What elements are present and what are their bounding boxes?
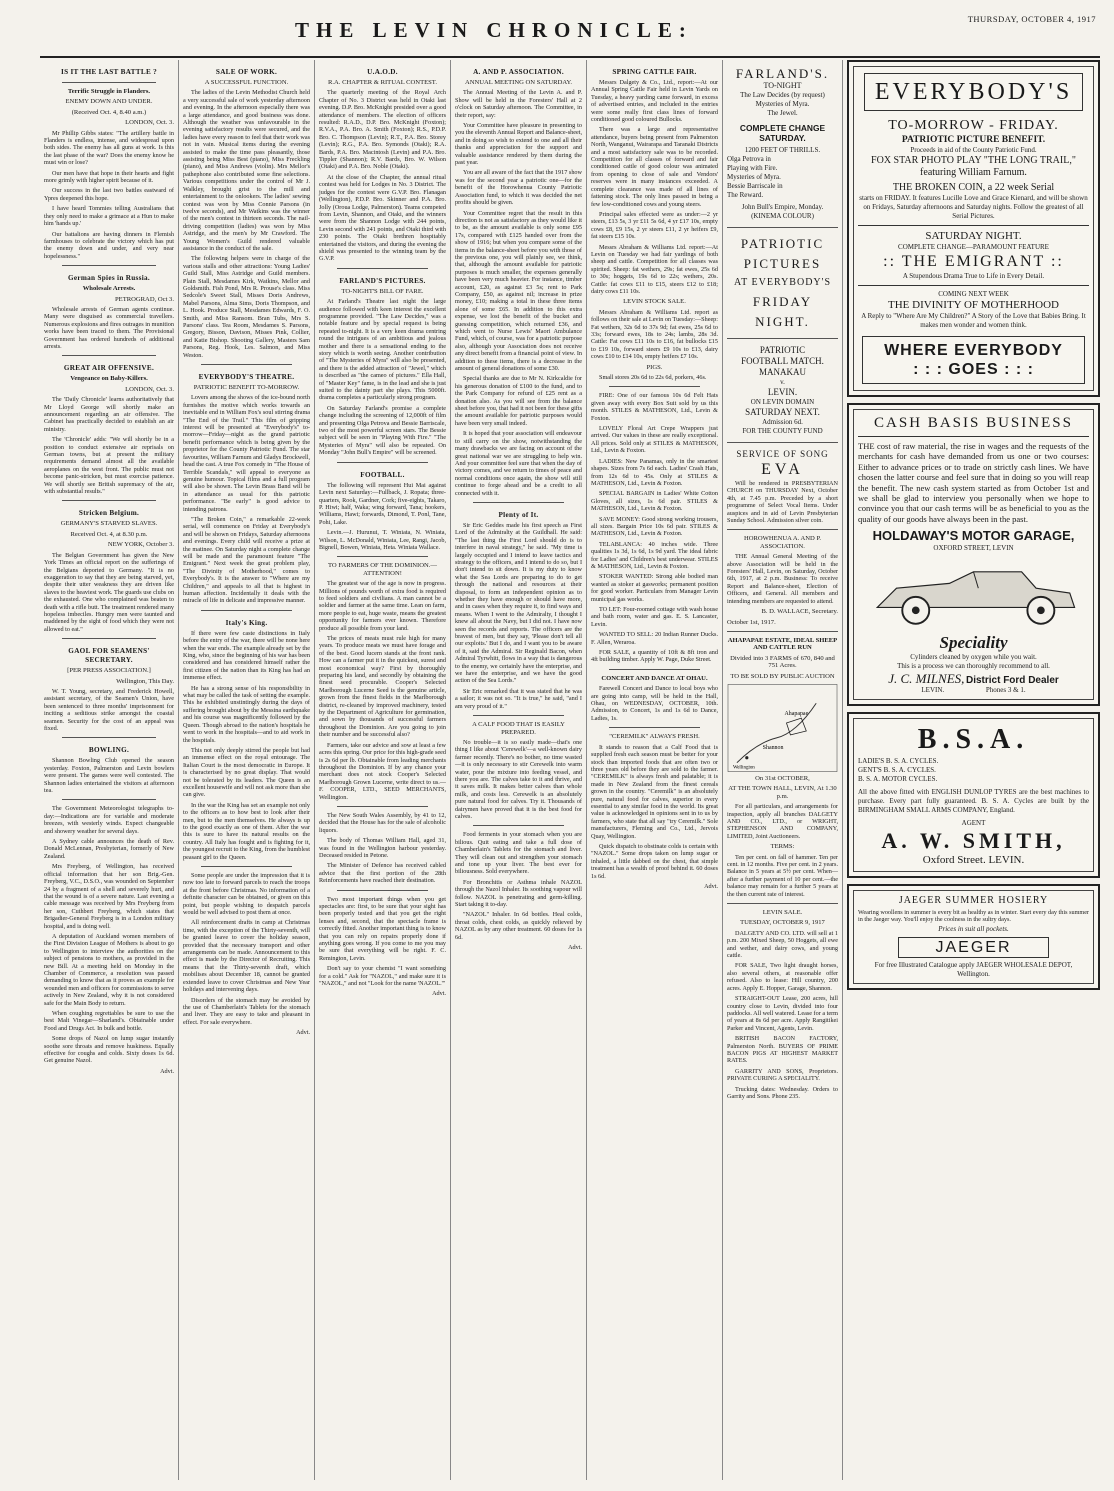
advt-label: Advt. [296, 1029, 310, 1037]
newspaper-title: THE LEVIN CHRONICLE: [295, 18, 693, 42]
article-paragraph: The 'Daily Chronicle' learns authoritatively that Mr Lloyd George will shortly make an announcement regarding an air offensive. The Cabinet has practically decided to establish an air ministry. [44, 396, 174, 433]
ad-line: FRIDAY [752, 294, 813, 309]
subheadline: ENEMY DOWN AND UNDER. [65, 98, 153, 106]
subheadline: TUESDAY, OCTOBER 9, 1917 [740, 919, 825, 927]
complete-change: COMPLETE CHANGE SATURDAY. [739, 123, 826, 143]
headline: U.A.O.D. [367, 68, 398, 76]
estate-map [727, 683, 838, 773]
ad-line: FOOTBALL MATCH. [741, 356, 824, 366]
article-paragraph: Food ferments in your stomach when you are bilious. Quit eating and take a full dose of Chamberlain's Tablets for the stomach and liver. They will clean out and strengthen your stomach and tone up your liver. The best ever for biliousness. Sold everywhere. [455, 831, 582, 876]
everybodys-ad [847, 60, 1100, 397]
subheadline: PATRIOTIC BENEFIT TO-MORROW. [193, 384, 300, 392]
subheadline: On 31st OCTOBER, [755, 774, 810, 782]
program-line: Playing with Fire. [727, 164, 778, 172]
subheadline: LEVIN STOCK SALE. [623, 298, 686, 306]
ad-line: GENT'S B. S. A. CYCLES. [858, 765, 936, 774]
article-paragraph: Quick dispatch to obstinate colds is certain with "NAZOL." Some drops taken on lump sugar or inhaled, a little dabbed on the chest, that simple treatment has a wealth of proof behind it. 60 doses 1s 6d. [591, 842, 718, 880]
ad-line: SATURDAY NIGHT. [925, 230, 1022, 242]
classified-ad: STOKER WANTED: Strong able bodied man wanted as stoker at gasworks; permanent position for good worker. Particulars from Manager Levin municipal gas works. [591, 573, 718, 603]
classified-ad: TELABLANCA: 40 inches wide. Three qualities 1s 3d, 1s 6d, 1s 9d yard. The ideal fabric for Ladies' and Children's best underwear. STILES & MATHESON, Ltd., Levin & Foxton. [591, 540, 718, 570]
ad-line: Cylinders cleaned by oxygen while you wait. [910, 653, 1037, 662]
ad-line: THE BROKEN COIN, a 22 week Serial [892, 182, 1055, 193]
bsa-ad [847, 712, 1100, 878]
classified-ad: WANTED TO SELL: 20 Indian Runner Ducks. F. Allen, Weraroa. [591, 631, 718, 646]
article-paragraph: Mrs Freyberg, of Wellington, has received official information that her son Brig.-Gen. Freyberg, V.C., D.S.O., was wounded on September 24 by a fragment of a shell and severely hurt, and that the wound is of a severe nature. Last evening a cable message was received by Mrs Freyberg from her son, Cuthbert Freyberg, which states that Brigadier-General Freyberg is in a London military hospital, and is doing well. [44, 863, 174, 930]
article-paragraph: Our men have that hope in their hearts and fight more grimly with higher spirit because of it. [44, 169, 174, 185]
farlands-ad [727, 66, 838, 221]
ad-line: This is a process we can thoroughly recommend to all. [897, 662, 1050, 671]
headline: Italy's King. [225, 618, 268, 627]
classified-ad: SAVE MONEY: Good strong working trousers, all sizes. Bargain Price 10s 6d pair. STILES & MATHESON, Ltd., Levin & Foxton. [591, 515, 718, 538]
dateline: NEW YORK, October 3. [107, 541, 174, 549]
subheadline: TO BE SOLD BY PUBLIC AUCTION [730, 672, 835, 680]
ad-line: COMPLETE CHANGE—PARAMOUNT FEATURE [898, 243, 1049, 251]
article-paragraph: The 'Chronicle' adds: "We will shortly be in a position to conduct extensive air reprisals on German towns, but at present the military requirements demand almost all the available aeroplanes on the west front. The public must not become panic-stricken, but must exercise patience. We will shortly see British supremacy of the air, with substantial results." [44, 436, 174, 496]
subheadline: PIGS. [646, 363, 663, 371]
dateline: PETROGRAD, Oct 3. [115, 295, 174, 303]
ad-line: FOR THE COUNTY FUND [742, 427, 823, 435]
subheadline: HOROWHENUA A. AND P. ASSOCIATION. [743, 535, 822, 550]
ad-line: PATRIOTIC [759, 345, 806, 355]
column-4 [450, 60, 586, 1480]
ad-line: SERVICE OF SONG [736, 449, 829, 459]
article-paragraph: At the close of the Chapter, the annual ritual contest was held for Lodges in No. 3 District. The judges for the contest were G.V.P. Bro. Flanagan (Wellington), P.D.P. Bro. Skinner and P.A. Bro. Jolly (Oroua Lodge, Palmerston). Teams competed from Levin, Shannon, and Otaki, and the winners were from the Shannon Lodge with 244 points, Levin second with 241 points, and Otaki third with 230 points. The Otaki brethren hospitably entertained the visitors, and during the evening the shield was presented to the winning team by the G.V.P. [319, 173, 446, 263]
article-paragraph: The Belgian Government has given the New York Times an official report on the sufferings of the Belgians deported to Germany. "It is no exaggeration to say that they are being starved, yet, despite their utter weakness they are driven like slaves to the heaviest work. The guards use clubs on the exhausted. One who complained was beaten to death with a rifle butt. The treatment rendered many hopeless imbeciles. Hungry men were taunted and maddened by the sight of food which they were not allowed to eat." [44, 551, 174, 633]
headline: FARLAND'S PICTURES. [339, 276, 426, 285]
classified-ad: TO LET: Four-roomed cottage with wash house and bath room, water and gas. E. S. Lancaster, Levin. [591, 606, 718, 628]
classified-ad: LOVELY Floral Art Crepe Wrappers just arrived. Our values in these are really exceptional. All prices. Sold only at STILES & MATHESON, Ltd., Levin & Foxton. [591, 425, 718, 455]
ad-line: B. S. A. MOTOR CYCLES. [858, 774, 938, 783]
ad-line: LEVIN. [767, 387, 798, 397]
classified-ad: FOR SALE, a quantity of 10ft & 8ft iron and 4ft building timber. Apply W. Page, Duke Street. [591, 649, 718, 664]
article-paragraph: Small stores 20s 6d to 22s 6d, porkers, 46s. [599, 374, 707, 382]
issue-date: THURSDAY, OCTOBER 4, 1917 [967, 14, 1096, 24]
article-paragraph: This not only deeply stirred the people but had an immense effect on the royal entourage. The Italian Court is the most democratic in Europe. It is characterised by no great display. That would not be tolerated by its leaders. The Queen is an excellent housewife and will not ask more than she can give. [183, 746, 310, 799]
ad-line: For free Illustrated Catalogue apply JAEGER WHOLESALE DEPOT, Wellington. [874, 961, 1073, 979]
article-paragraph: Two most important things when you get spectacles are: first, to be sure that your sight has been properly tested and that you get the right lenses and, second, that the spectacle frame is correctly fitted. Another important thing is to know that you can rely on repairs properly done if anything goes wrong. If you come to me you may be sure that everything will be right. F. C. Remington, Levin. [319, 895, 446, 962]
ad-line: A Stupendous Drama True to Life in Every Detail. [902, 272, 1045, 280]
subheadline: Wholesale Arrests. [82, 285, 136, 293]
article-paragraph: Sir Eric Geddes made his first speech as First Lord of the Admiralty at the Guildhall. He said: "The last thing the First Lord should do is to interfere in naval strategy," he said. "My time is largely occupied and I intend to leave tactics and strategy to the officers, and I intend to do so, but I don't intend to sit down. It is my duty to know what the Sea Lords are preparing to do to get through the national and resources at their disposal, to form an independent opinion as to whether they have enough or should have more, and in cases when they require it, to find ways and means. When I went to the Admiralty, I thought I knew all about the Navy, but I did not. I have now seen the records and reports. The officers are the bravest of men, but they say, 'Please don't tell all our exploits.' But I do, and I want you to be aware of it, said the Admiral. Sir Reginald Bacon, when Admiral Tyrwhitt, flows in a way that is dangerous to the enemy, we certainly have the enterprise, and we have the enterprise, and we have the good action of the Sea Lords." [455, 521, 582, 685]
ad-line: PATRIOTIC PICTURE BENEFIT. [901, 135, 1046, 145]
article-paragraph: "NAZOL" Inhaler. In 6d bottles. Heal colds, throat colds, chest colds, as quickly relieved by NAZOL as by any other treatment. 60 doses for 1s 6d. [455, 911, 582, 941]
ad-line: COMING NEXT WEEK [938, 290, 1009, 298]
article-paragraph: When coughing regrettables be sure to use the best Malt Vinegar—Sharland's. Obtainable under Food and Drugs Act. In bulk and bottle. [44, 1010, 174, 1032]
everybodys-title: EVERYBODY'S [864, 73, 1083, 111]
subheadline: TO-NIGHT'S BILL OF FARE. [341, 287, 424, 295]
article-paragraph: The quarterly meeting of the Royal Arch Chapter of No. 3 District was held in Otaki last evening. D.P. Bro. McKnight presided over a good attendance of members. The election of officers resulted: R.A.D., D.P. Bro. McKnight (Foxton); R.V.A., P.A. Bro. A. Smith (Foxton); R.S., P.D.P. Bro. C. Thompson (Levin); R.T., P.A. Bro. Storey (Levin); R.G., P.A. Bro. Symonds (Otaki); R.A. Bards, P.A. Bro. Macintosh (Levin) and P.A. Bro. Tippler (Shannon); R.V. Bards, Bro. W. Wilson (Otaki) and P.A. Bro. Noble (Otaki). [319, 89, 446, 171]
subheadline: Vengeance on Baby-Killers. [70, 375, 148, 383]
ad-line: WHERE EVERYBODY [884, 342, 1063, 359]
ad-line: Speciality [939, 633, 1008, 653]
column-2 [178, 60, 314, 1480]
article-paragraph: Special thanks are due to Mr N. Kirkcaldie for his generous donation of £100 to the fund, and to the Park Company for refund of £25 rent as a donation also. As you will see from the balance sheet before you, that had it not been for these gifts the amount available for patriotic purposes would have been very small indeed. [455, 375, 582, 427]
article-paragraph: If there were few caste distinctions in Italy before the entry of the war, there will be none here when the war ends. The example already set by the King, who, since the beginning of his war has been considered and has considered himself rather the first citizen of the nation than its King has had an immense effect. [183, 629, 310, 682]
ad-line: starts on FRIDAY. It features Lucille Love and Grace Kienard, and will be shown on Fridays, Saturday afternoons and Saturday nights. Follow the greatest of all Serial Pictures. [859, 194, 1088, 220]
ad-text: GARRITY AND SONS, Proprietors. PRIVATE CURING A SPECIALITY. [727, 1067, 838, 1083]
ad-line: J. C. MILNES, [888, 671, 965, 687]
ad-line: Phones 3 & 1. [985, 685, 1026, 694]
article-paragraph: W. T. Young, secretary, and Frederick Howell, assistant secretary, of the Seamen's Union, have been sentenced to three months' imprisonment for inciting a seditious strike amongst the coastal seamen. Security for the cost of an appeal was fixed. [44, 687, 174, 732]
ad-line: NIGHT. [755, 314, 810, 329]
dateline: LONDON, Oct. 3. [125, 385, 174, 393]
headline: Stricken Belgium. [78, 509, 140, 518]
program-line: Bessie Barriscale in [727, 182, 783, 190]
article-paragraph: He has a strong sense of his responsibility in what may be called the task of setting the example. This he exhibited unstintingly during the days of suffering brought about by the Messina earthquake and his course was magnificently followed by the Queen. Though abroad to the nation's hospitals he went to work in the hospitals—and to aid work in the hospitals. [183, 684, 310, 744]
classified-ad: FIRE: One of our famous 10s 6d Felt Hats given away with every Box Suit sold by us this month. STILES & MATHESON, Ltd., Levin & Foxton. [591, 392, 718, 422]
article-paragraph: A deputation of Auckland women members of the First Division League of Mothers is about to go to Wellington to interview the authorities on the subject of pensions to mothers, as provided in the new Bill. At a meeting held on Monday in the Chamber of Commerce, a resolution was passed demanding to know that as it proves an example for wounded men and officers for commissions to serve actively in New Zealand, why it is not considered safe for the Main Body to return. [44, 932, 174, 1007]
ad-text: DALGETY AND CO. LTD. will sell at 1 p.m. 200 Mixed Sheep, 50 Hoggets, all ewe and wether, and dairy cows, and young cattle. [727, 929, 838, 960]
article-paragraph: It is hoped that your association will endeavour to still carry on the show, notwithstanding the many drawbacks we are facing on account of the great national war we are struggling to help win. And your committee feel sure that when the day of victory comes, and we return to times of peace and normal conditions once again, the show will still continue to forge ahead and be a credit to all connected with it. [455, 430, 582, 497]
article-paragraph: Our battalions are having dinners in Flemish farmhouses to celebrate the victory which has put the enemy down and under, and very near hopelessness." [44, 230, 174, 260]
ad-line: JAEGER SUMMER HOSIERY [898, 894, 1049, 906]
advt-label: Advt. [160, 1067, 174, 1075]
ad-text: THE Annual General Meeting of the above Association will be held in the Foresters' Hall, Levin, on Saturday, October 6th, 1917, at 2 p.m. Business: To receive Report and Balance-sheet, Election of Officers, and General. All members and intending members are requested to attend. [727, 553, 838, 605]
article-paragraph: The body of Thomas William Hall, aged 31, was found in the Wellington harbour yesterday. Deceased resided in Petone. [319, 837, 446, 859]
ad-line: CASH BASIS BUSINESS [858, 414, 1089, 437]
motor-car-illustration [858, 553, 1089, 633]
monday-line: John Bull's Empire, Monday. (KINEMA COLOUR) [741, 203, 824, 220]
advt-label: Advt. [704, 883, 718, 890]
date-line: October 1st, 1917. [727, 618, 776, 626]
ad-line: MANAKAU [759, 367, 806, 377]
headline: GREAT AIR OFFENSIVE. [63, 364, 155, 373]
article-paragraph: Your Committee have pleasure in presenting to you the eleventh Annual Report and Balance-sheet, and in doing so wish to extend to one and all their thanks and appreciation for the support and valuable assistance rendered by them during the past year. [455, 122, 582, 167]
column-6 [722, 60, 842, 1480]
ad-line: THE DIVINITY OF MOTHERHOOD [888, 299, 1059, 311]
farlands-title: FARLAND'S. [735, 66, 830, 81]
signature-line: B. D. WALLACE, Secretary. [761, 608, 838, 616]
ad-line: District Ford Dealer [965, 675, 1059, 687]
ad-line: AGENT [961, 818, 986, 827]
column-3 [314, 60, 450, 1480]
map-label: Shannon [762, 744, 784, 751]
column-5 [586, 60, 722, 1480]
ad-line: PATRIOTIC [740, 236, 825, 251]
ad-text: THE cost of raw material, the rise in wages and the requests of the merchants for cash have demanded from us one or two courses: Either to advance prices or to trade on strictly cash lines. We have chosen the latter course and feel sure that in doing so you will reap the benefit. The new cash system started as from October 1st and we shall be glad to interview you personally when we hope to convince you that our cash terms will be as beneficial to you as the quality of our goods have always been in the past. [858, 441, 1089, 524]
article-paragraph: Some people are under the impression that it is now too late to forward parcels to reach the troops at the front before Christmas. No information of a definite character can be obtained, or given on this point, but people wishing to despatch parcels would be well advised to post them at once. [183, 872, 310, 917]
ad-text: BRITISH BACON FACTORY, Palmerston North. BUYERS OF PRIME BACON PIGS AT HIGHEST MARKET RATES. [727, 1035, 838, 1065]
program-line: The Reward. [727, 191, 764, 199]
ad-line: HOLDAWAY'S MOTOR GARAGE, [872, 528, 1075, 544]
ad-text: Ten per cent. on fall of hammer. Ten per cent. in 12 months. Five per cent. in 2 years. Balance in 5 years at 5½ per cent. When—after a further payment of 10 per cent.—the balance may remain for a further 5 years at the then current rate of interest. [727, 853, 838, 898]
jaeger-logo: JAEGER [898, 937, 1049, 958]
article-paragraph: Messrs Dalgety & Co., Ltd., report:—At our Annual Spring Cattle Fair held in Levin Yards on Tuesday, a heavy yarding came forward, in excess of advertised entries, and included in the entries were some really first class lines of forward conditioned good coloured Bullocks. [591, 79, 718, 124]
article-paragraph: Mr Phillip Gibbs states: "The artillery battle in Flanders is endless, intense, and widespread upon both sides. The enemy has all guns at work. Is this the last phase of the war? Does the enemy know he must win or lose? [44, 129, 174, 167]
ad-text: Wearing woollens in summer is every bit as healthy as in winter. Start every day this summer in the Jaeger way. You'll enjoy the coolness in the sultry days. [858, 908, 1089, 924]
article-paragraph: There was a large and representative attendance, buyers being present from Palmerston North, Wanganui, Wairarapa and Taranaki Districts and a most satisfactory sale was to be recorded. Competition for all classes of forward and fair conditioned cattle of good colour was animated from opening to close of sale and Vendors' reserves were in many instances exceeded. A complete clearance was made of all lines of fattening stock. The only lines passed in being a few low-conditioned cows and young steers. [591, 126, 718, 208]
article-paragraph: It stands to reason that a Calf Food that is supplied fresh each season must be better for your stock than imported foods that are often two or three years old before they are sold to the farmer. "CEREMILK" is always fresh and palatable; it is made in New Zealand from the finest cereals grown in the country. "Ceremilk" is an absolutely pure, natural food for calves, superior in every essential to any similar food in the world. Its great value is acknowledged in opinions sent in to us by farmers, who state that all say "try Ceremilk." Sole manufacturers, Fleming and Co., Ltd., Jervois Quay, Wellington. [591, 743, 718, 840]
ad-line: OXFORD STREET, LEVIN [933, 544, 1014, 553]
subheadline: GERMANY'S STARVED SLAVES. [60, 520, 158, 528]
ad-line: Oxford Street. LEVIN. [922, 853, 1025, 866]
ad-line: FOX STAR PHOTO PLAY "THE LONG TRAIL," featuring William Farnum. [871, 155, 1076, 178]
article-paragraph: Farewell Concert and Dance to local boys who are going into camp, will be held in the Hall, Ohau, on WEDNESDAY, OCTOBER, 10th. Admission, to Concert, 1s and 1s 6d to Dance, Ladies, 1s. [591, 685, 718, 722]
ad-text: Trucking dates: Wednesday. Orders to Garrity and Sons. Phone 235. [727, 1085, 838, 1100]
article-paragraph: The New South Wales Assembly, by 41 to 12, decided that the House has for the sale of alcoholic liquors. [319, 811, 446, 834]
subheadline: CONCERT AND DANCE AT OHAU. [601, 674, 708, 682]
program-line: The Jewel. [767, 109, 798, 117]
headline: FOOTBALL. [360, 470, 405, 479]
ad-line: Proceeds in aid of the County Patriotic Fund. [910, 146, 1037, 154]
article-paragraph: In the war the King has set an example not only to the officers as to how best to look after their men, but to the men themselves. He always is up to the good exactly as one of them. After the war this is sure to have its natural results on the country. All Italy has fought and is fighting for it, the youngest recruit to the King, from the humblest peasant girl to the Queen. [183, 801, 310, 861]
article-paragraph: Shannon Bowling Club opened the season yesterday. Foxton, Palmerston and Levin bowlers were present. The games were well contested. The Shannon ladies entertained the visitors at afternoon tea. [44, 757, 174, 795]
subheadline: [PER PRESS ASSOCIATION.] [67, 667, 151, 675]
map-label: Ahapapae [784, 711, 809, 718]
map-label: Wellington [732, 765, 755, 771]
column-7 [842, 60, 1104, 1480]
article-paragraph: On Saturday Farland's promise a complete change including the screening of 12,000ft of film and presenting Olga Petrova and Bessie Barriscale, two of the most powerful screen stars. The Bessie subject will be seen in "Playing With Fire." "The Mysteries of Myra" will also be repeated. On Monday "John Bull's Empire" will be screened. [319, 404, 446, 457]
dateline: (Received Oct. 4, 8.40 a.m.) [71, 108, 147, 116]
article-paragraph: Wholesale arrests of German agents continue. Many were disguised as commercial travellers. Numerous explosions and fires outrages in munition works have been traced to them. The Provisional Government has ordered hundreds of additional arrests. [44, 305, 174, 350]
subheadline: Divided into 3 FARMS of 670, 840 and 751 Acres. [730, 654, 835, 670]
article-paragraph: Farmers, take our advice and sow at least a few acres this spring. Our price for this high-grade seed is 2s 6d per lb. Obtainable from leading merchants throughout the Dominion. If by any chance your merchant does not stock Cooper's Selected Marlborough Grown Lucerne, write direct to us.—F. COOPER, LTD., SEED MERCHANTS, Wellington. [319, 741, 446, 801]
ad-line: PICTURES [743, 256, 822, 271]
ad-line: B.S.A. [917, 723, 1030, 755]
ad-text: Will be rendered in PRESBYTERIAN CHURCH on THURSDAY Next, October 4th, at 7.45 p.m. Preceded by a short programme of Select Vocal Items. Under auspices and in aid of Levin Presbyterian Sunday School. Admission silver coin. [727, 480, 838, 525]
ad-line: v. [780, 378, 785, 386]
headline: SPRING CATTLE FAIR. [612, 68, 697, 76]
article-paragraph: Levin.—J. Hurunui, T. Winiata, N. Winiata, Wilson, L. McDonald, Winiata, Lee, Rangi, Jacob, Bignell, Bowen, Winiata, Heta. Winiata Wallace. [319, 529, 446, 551]
article-paragraph: The ladies of the Levin Methodist Church held a very successful sale of work yesterday afternoon and evening. In the afternoon especially there was a large attendance, and good business was done. Although the weather was unfavourable in the evening satisfactory results were secured, and the ladies have every reason to feel that their work was not in vain. Musical items during the evening assisted to make the time pass pleasantly, those assisting being Miss Best (piano), Miss Freckling (piano), and Miss Andrews (violin). Mrs Mellor's pathephone also contributed some fine selections. Various competitions under the control of Mr J. Walkley, brought grist to the mill and entertainment to the onlookers. The ladies' sewing contest was won by Miss Connie Parsons (in twelve seconds), and Mr Watkins was the winner of the men's contest in thirteen seconds. The nail-driving competition (ladies) was won by Miss Astridge, and the men's by Mr Crawford. The Young Women's Guild rendered valuable assistance in the conduct of the sale. [183, 89, 310, 252]
subheadline: AT THE TOWN HALL, LEVIN, At 1.30 p.m. [728, 785, 837, 800]
thrill-line: 1200 FEET OF THRILLS. [744, 146, 821, 154]
ad-line: ON LEVIN DOMAIN [750, 398, 815, 406]
headline: BOWLING. [88, 746, 130, 755]
headline: SALE OF WORK. [215, 68, 278, 76]
ad-line: : : : GOES : : : [913, 361, 1034, 378]
headline: GAOL FOR SEAMENS' SECRETARY. [68, 647, 150, 665]
article-paragraph: Disorders of the stomach may be avoided by the use of Chamberlain's Tablets for the stomach and liver. They are easy to take and pleasant in effect. For sale everywhere. [183, 996, 310, 1026]
program-line: Olga Petrova in [727, 155, 771, 163]
ad-line: A Reply to "Where Are My Children?" A Story of the Love that Babies Bring. It makes men wonder and women think. [861, 312, 1086, 329]
article-paragraph: For Bronchitis or Asthma inhale NAZOL through the Nazol Inhaler. Its soothing vapour will follow. NAZOL is penetrating and germ-killing. Start taking it to-day. [455, 878, 582, 909]
ad-line: :: THE EMIGRANT :: [883, 253, 1064, 270]
ad-line: Admission 6d. [762, 418, 803, 426]
article-paragraph: All reinforcement drafts in camp at Christmas time, with the exception of the Thirty-seventh, will be granted leave to cover the holiday season, provided that the necessary transport and other arrangements can be made. Announcement to this effect is made by the Director of Recruiting. This means that the Thirty-seventh draft, which mobilises about December 18, cannot be granted extended leave to cover Christmas and New Year holidays and intervening days. [183, 919, 310, 994]
dateline: Received Oct. 4, at 8.30 p.m. [70, 530, 148, 538]
article-paragraph: Your Committee regret that the result in this direction is not as satisfactory as they would like it to be, as the amount available is only some £95 17s, compared with £125 handed over from the show of 1916; but when you compare some of the items in the balance-sheet before you with those of the previous one, you will plainly see, we think, that, although the amount available for patriotic purposes is much smaller, the expenses generally have been very much heavier. For instance, timber account, £20, as against £3 5s; rent to Park Company, £50, as against nil; increase in prize money, £10; making a total in these three items alone of some £65. In addition to this extra expense, we lost the benefit of the bucket and guessing competition, which returned £36, and which went to Nurse Lewis' Maori Ambulance Fund, which, of course, was for a patriotic purpose also, although your Association does not receive any direct benefit from a financial point of view. In addition to these items, there is a decrease in the amount of general donations of some £30. [455, 209, 582, 373]
column-1 [40, 60, 178, 1480]
ad-line: Prices in suit all pockets. [938, 925, 1009, 934]
jaeger-ad [847, 884, 1100, 991]
headline: A. AND P. ASSOCIATION. [473, 68, 564, 76]
article-paragraph: "The Broken Coin," a remarkable 22-week serial, will commence on Friday at Everybody's and will be shown on Fridays, Saturday afternoons and evenings. Every child will receive a prize at the matinee. On Saturday night a complete change will be made and the paramount feature "The Emigrant." Next week the great problem play, "The Divinity of Motherhood," comes to Everybody's. It is the answer to "Where are my Children," and appeals to all that is highest in human affection. Incidentally it deals with the miracle of life in delicate and impressive manner. [183, 515, 310, 605]
advt-label: Advt. [432, 990, 446, 998]
article-paragraph: I have heard Tommies telling Australians that they only need to make a grimace at a Hun to make him 'hands up.' [44, 205, 174, 228]
article-paragraph: The following will represent Hui Mai against Levin next Saturday:—Fullback, J. Ropata; three-quarters, Rook, Gardner, Cork; five-eights, Takaro, P. Hiwi; half, Waka; wing forward, Tana; hookers, Williams, Hawi; forwards, Dimond, T. Ponl, Tane, Pohi, Lake. [319, 481, 446, 526]
headline: IS IT THE LAST BATTLE ? [60, 68, 158, 76]
article-paragraph: Messrs Abraham & Williams Ltd. report as follows on their sale at Levin on Tuesday:—Sheep: Fat wethers, 32s 6d to 37s 9d; fat ewes, 25s 6d to 33s; forward ewes, 18s to 24s; lambs, 28s 3d. Cattle: Fat cows £11 10s to £16, fat bullocks £15 to £19 10s, forward steers £9 10s to £13, dairy cows £10 to £14 10s, empty heifers £7 10s. [591, 308, 719, 361]
subheadline: A CALF FOOD THAT IS EASILY PREPARED. [472, 721, 565, 736]
ad-line: LADIE'S B. S. A. CYCLES. [858, 756, 939, 765]
subheadline: R.A. CHAPTER & RITUAL CONTEST. [328, 79, 437, 86]
article-paragraph: At Farland's Theatre last night the large audience followed with keen interest the excellent programme provided. "The Law Decides," was a notable feature and by special request is being repeated to-night. It is a very keen drama centring round the intrigues of an ambitious and jealous mother and there is a sensational ending to the story which is worth seeing. Another contribution of "The Mysteries of Myra" will also be presented, and there is the added attraction of "Jewel," which is described as "the cameo of pictures." Ella Hall, of "Master Key" fame, is in the lead and she is just suited to the dainty part she plays. This 5000ft. drama completes a particularly strong program. [319, 298, 446, 402]
subheadline: A SUCCESSFUL FUNCTION. [204, 79, 289, 86]
classified-ad: LADIES: New Panamas, only in the smartest shapes. Sizes from 7s 6d each. Ladies' Crash Hats, from 12s 6d to 45s. Only at STILES & MATHESON, Ltd., Levin & Foxton. [591, 457, 718, 487]
article-paragraph: The Minister of Defence has received cabled advice that the first portion of the 28th Reinforcements have reached their destination. [319, 862, 446, 885]
service-of-song-ad [727, 449, 838, 524]
article-paragraph: Messrs Abraham & Williams Ltd. report:—At Levin on Tuesday we had fair yardings of both sheep and cattle. Competition for all classes was spirited. Sheep: fat wethers, 29s; fat ewes, 25s 6d to 30s; hoggets, 19s 6d to 22s; wethers, 20s. Cattle: fat cows £11 to £15, steers £12 to £18; dairy cows £11 10s. [591, 243, 718, 295]
article-paragraph: No trouble—it is so easily made—that's one thing I like about 'Cerewelk'—a well-known dairy farmer recently. There's no bother, no time wasted—it is only necessary to stir Cerewelk into warm water, pour the mixture into feeding vessel, and there you are. The calves take to it and thrive, and it saves milk. It makes better calves than whole milk, and costs less. Cerewelk is an absolutely pure natural food for calves. Try it. Thousands of dairymen have proved that it is the best food for calves. [455, 738, 582, 820]
subheadline: TERMS: [770, 843, 795, 851]
dateline: Wellington, This Day. [116, 677, 174, 685]
ad-text: For all particulars, and arrangements for inspection, apply all branches DALGETY AND CO., LTD., or WRIGHT, STEPHENSON AND COMPANY, LIMITED, Joint Auctioneers. [727, 803, 838, 840]
patriotic-pictures-ad [727, 234, 838, 332]
article-paragraph: Sir Eric remarked that it was stated that he was a sailor; it was not so. "It is true," he said, "and I am very proud of it." [455, 687, 582, 710]
cash-basis-ad [847, 403, 1100, 706]
ad-line: A. W. SMITH, [881, 827, 1066, 853]
article-paragraph: A Sydney cable announces the death of Rev. Donald McLennan, Presbyterian, formerly of New Zealand. [44, 838, 174, 860]
article-paragraph: Principal sales effected were as under:—2 yr steers, £13 5s, 3 yr £11 5s 6d, 4 yr £17 10s, empty cows £8, £9 15s, 2 yr steers £11, 2 yr heifers £9, fat steers £15 10s. [591, 210, 718, 241]
ad-text: STRAIGHT-OUT Lease, 200 acres, hill country close to Levin, divided into four paddocks. All well watered. Lease for a term of years at 8s 6d per acre. Apply Rangitikei Parker and Vincent, Agents, Levin. [727, 995, 838, 1032]
ad-text: FOR SALE, Two light draught horses, also several others, at reasonable offer refused. Also to lease: Hill country, 200 acres. Apply E. Hopper, Garage, Shannon. [727, 962, 838, 992]
subheadline: ANNUAL MEETING ON SATURDAY. [464, 79, 573, 86]
subheadline: Terrific Struggle in Flanders. [67, 88, 151, 95]
ad-line: LEVIN. [921, 685, 945, 694]
article-paragraph: The following helpers were in charge of the various stalls and other attractions: Young Ladies' Guild Stall, Miss Astridge and Guild members. Plain Stall, Mesdames Kirk, Watkins, Mellor and Goldsmith. Fish Pond, Mrs R. Prouse's class. Miss Sedcole's Sweet Stall, Misses Doris Andrews, Mabel Parsons, Alma Sims, Doris Thompson, and L. Hook. Produce Stall, Mesdames Edwards, F. O. Smith, and Miss Ransom. Bran Tubs, Mrs S. Parsons' class. Tea Room, Mesdames S. Parsons, Gregory, Bisson, Davison, Misses Pink, Collier, and Katie Bishop. Shooting Gallery, Masters Sam Parsons, Reg. Hook, Les. Salmon, and Miss Weston. [183, 255, 310, 359]
ad-line: TO-MORROW - FRIDAY. [888, 118, 1059, 133]
headline: Plenty of It. [498, 510, 539, 519]
article-paragraph: Some drops of Nazol on lump sugar instantly soothe sore throats and remove huskiness. Equally effective for coughs and colds. Sixty doses 1s 6d. Get genuine Nazol. [44, 1035, 174, 1065]
subheadline: LEVIN SALE. [762, 909, 803, 917]
ad-line: SATURDAY NEXT. [745, 407, 820, 417]
classified-ad: SPECIAL BARGAIN in Ladies' White Cotton Gloves, all sizes, 1s 6d pair. STILES & MATHESON, Ltd., Levin & Foxton. [591, 490, 718, 513]
article-paragraph: Our success in the last two battles eastward of Ypres deepened this hope. [44, 187, 174, 202]
dateline: LONDON, Oct. 3. [125, 119, 174, 127]
subheadline: AHAPAPAE ESTATE, IDEAL SHEEP AND CATTLE RUN [727, 636, 838, 652]
article-paragraph: The prices of meats must rule high for many years. To produce meats we must have forage and of the best. Good lucern stands at the front rank. How can a farmer put it in the quickest, surest and most economical way? First by thoroughly preparing his land, and secondly by obtaining the finest seed procurable. Cooper's Selected Marlborough Lucerne Seed is the genuine article, grown from the finest fields in the Marlborough district, re-cleaned by improved machinery, tested by the Department of Agriculture for germination, and sown by thousands of successful farmers throughout the Dominion. Are you going to join their number and be successful also? [319, 635, 446, 739]
article-paragraph: Don't say to your chemist "I want something for a cold." Ask for "NAZOL," and make sure it is "NAZOL," and not "Look for the name 'NAZOL.'" [319, 965, 446, 988]
article-paragraph: The Annual Meeting of the Levin A. and P. Show will be held in the Foresters' Hall at 2 o'clock on Saturday afternoon. The Committee, in their report, say: [455, 89, 582, 119]
program-line: Mysteries of Myra. [727, 173, 781, 181]
headline: EVERYBODY'S THEATRE. [198, 373, 295, 382]
program-line: Mysteries of Myra. [755, 100, 810, 108]
subheadline: TO FARMERS OF THE DOMINION.—ATTENTION! [328, 562, 437, 577]
headline: German Spies in Russia. [68, 274, 150, 283]
subheadline: "CEREMILK" ALWAYS FRESH. [609, 733, 700, 741]
program-line: The Law Decides (by request) [740, 91, 825, 99]
ad-text: All the above fitted with ENGLISH DUNLOP TYRES are the best machines to purchase. Every part fully guaranteed. B. S. A. Cycles are built by the BIRMINGHAM SMALL ARMS COMPANY, England. [858, 787, 1089, 814]
article-paragraph: The greatest war of the age is now in progress. Millions of pounds worth of extra food is required to feed soldiers and civilians. A man cannot be a soldier and farmer at the same time. Lean on farm, more people to eat, huge waste, means the greatest opportunity for farmers ever known. Therefore produce all possible from your land. [319, 580, 446, 632]
article-paragraph: The Government Meteorologist telegraphs to-day:—Indications are for variable and moderate breezes, with westerly winds. Expect changeable and showery weather for several days. [44, 805, 174, 835]
farlands-tonight: TO-NIGHT [763, 81, 802, 90]
masthead [40, 8, 1100, 58]
football-ad [727, 345, 838, 436]
ad-line: EVA [761, 461, 804, 478]
ad-line: AT EVERYBODY'S [733, 277, 832, 288]
article-paragraph: You are all aware of the fact that the 1917 show was for the second year a patriotic one—for the benefit of the Horowhenua County Patriotic Association fund, to which it was decided the net profits should be given. [455, 169, 582, 207]
article-paragraph: Lovers among the shows of the ice-bound north furnishes the motive which works towards an inevitable end in William Fox's soul stirring drama "The End of the Trail." This film of gripping interest will be presented at "Everybody's" to-morrow—Friday—night as the grand patriotic benefit performance which is being given by the proprietor for the County Patriotic Fund. The star favourites, William Farnum and Gladys Brockwell, head the cast. A true Fox comedy in "The House of Terrible Scandals," will appeal to everyone as genuine humour. Topical films and a full program will also be shown. The Levin Brass Band will be in attendance as usual for this patriotic performance. "Be early" is good advice to intending patrons. [183, 394, 310, 513]
advt-label: Advt. [568, 944, 582, 952]
